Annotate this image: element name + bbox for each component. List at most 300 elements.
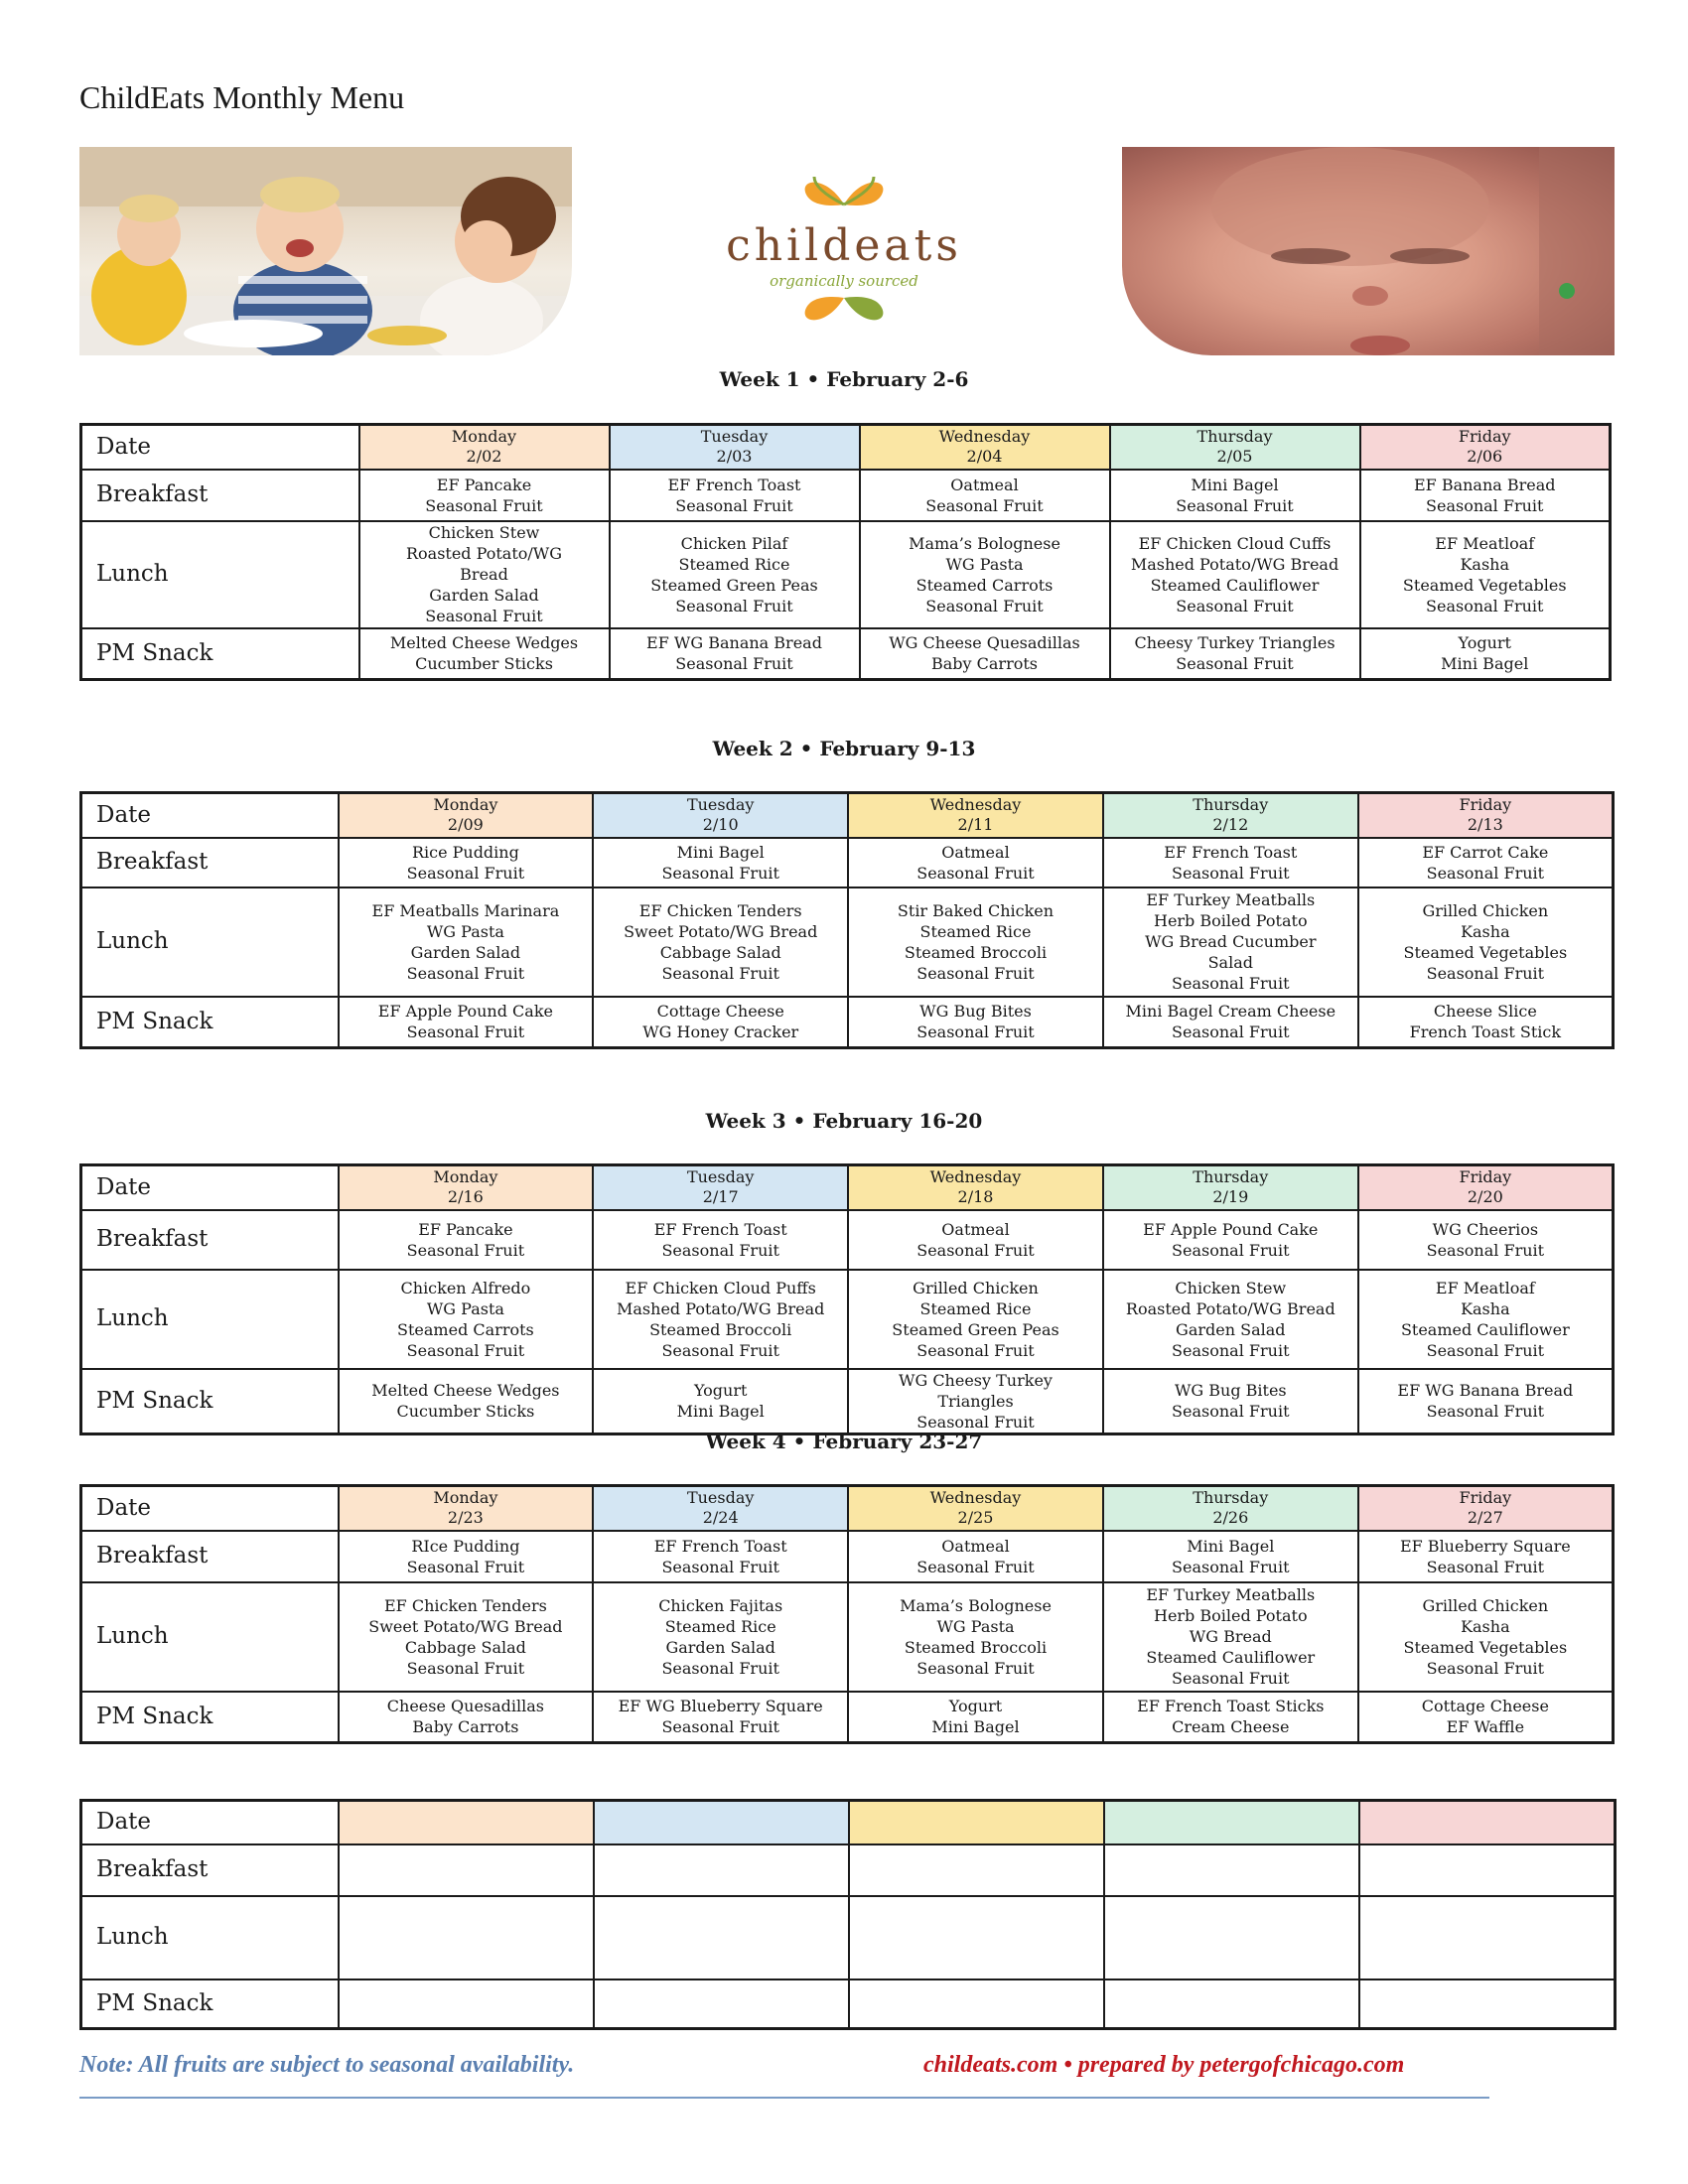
week-3-heading: Week 3 • February 16-20 bbox=[705, 1109, 983, 1133]
menu-item: Oatmeal bbox=[941, 842, 1010, 862]
lunch-cell-tuesday bbox=[593, 1582, 848, 1692]
menu-item: Steamed Carrots bbox=[397, 1319, 534, 1339]
menu-item: Steamed Green Peas bbox=[892, 1319, 1059, 1339]
blank-cell bbox=[849, 1896, 1104, 1979]
day-date: 2/27 bbox=[1467, 1508, 1503, 1528]
day-date: 2/19 bbox=[1212, 1187, 1249, 1207]
day-date: 2/05 bbox=[1216, 447, 1253, 467]
menu-item: Triangles bbox=[937, 1391, 1014, 1411]
menu-item: EF Meatballs Marinara bbox=[371, 900, 560, 920]
blank-cell bbox=[1104, 1844, 1359, 1896]
menu-item: EF Waffle bbox=[1446, 1717, 1525, 1737]
menu-item: Chicken Stew bbox=[428, 523, 540, 542]
pm-snack-cell-wednesday bbox=[848, 997, 1103, 1048]
menu-item: Seasonal Fruit bbox=[916, 1658, 1035, 1678]
menu-item: Melted Cheese Wedges bbox=[389, 633, 579, 653]
lunch-cell-monday bbox=[339, 1582, 594, 1692]
menu-item: Steamed Broccoli bbox=[904, 1637, 1048, 1657]
menu-item: Cucumber Sticks bbox=[415, 654, 553, 674]
menu-item: EF WG Banana Bread bbox=[1397, 1381, 1574, 1400]
day-date: 2/26 bbox=[1212, 1508, 1249, 1528]
breakfast-cell-friday bbox=[1360, 470, 1611, 521]
menu-item: Steamed Vegetables bbox=[1403, 942, 1568, 962]
child-closeup-photo bbox=[1122, 147, 1615, 355]
day-name: Tuesday bbox=[686, 795, 755, 815]
week-2-menu-table bbox=[79, 791, 1615, 1049]
menu-item: EF French Toast bbox=[653, 1536, 787, 1556]
menu-item: RIce Pudding bbox=[411, 1536, 520, 1556]
menu-item: Seasonal Fruit bbox=[661, 1557, 779, 1576]
menu-item: Steamed Rice bbox=[664, 1616, 776, 1636]
menu-item: Seasonal Fruit bbox=[1172, 1669, 1290, 1688]
menu-item: Seasonal Fruit bbox=[1172, 1557, 1290, 1576]
breakfast-cell-tuesday bbox=[593, 1210, 848, 1270]
pm-snack-cell-monday bbox=[339, 1692, 594, 1743]
day-header-wednesday bbox=[848, 793, 1103, 838]
menu-item: Seasonal Fruit bbox=[1426, 863, 1545, 883]
row-label-breakfast: Breakfast bbox=[81, 470, 359, 521]
blank-monday-date bbox=[339, 1801, 594, 1844]
menu-item: Seasonal Fruit bbox=[661, 1658, 779, 1678]
menu-item: Oatmeal bbox=[941, 1219, 1010, 1239]
menu-item: Seasonal Fruit bbox=[1426, 1340, 1545, 1360]
menu-item: Steamed Broccoli bbox=[904, 942, 1048, 962]
menu-item: Steamed Vegetables bbox=[1403, 1637, 1568, 1657]
menu-item: Seasonal Fruit bbox=[925, 596, 1044, 615]
lunch-cell-tuesday bbox=[610, 521, 860, 628]
menu-item: EF French Toast bbox=[1164, 842, 1298, 862]
menu-item: EF French Toast Sticks bbox=[1137, 1697, 1325, 1716]
menu-item: Seasonal Fruit bbox=[406, 1023, 525, 1042]
day-date: 2/17 bbox=[702, 1187, 739, 1207]
day-date: 2/11 bbox=[957, 815, 994, 835]
day-header-friday bbox=[1358, 1486, 1614, 1531]
menu-item: EF Chicken Cloud Puffs bbox=[625, 1278, 816, 1297]
menu-item: Seasonal Fruit bbox=[661, 1240, 779, 1260]
menu-item: Salad bbox=[1207, 953, 1253, 972]
menu-item: Seasonal Fruit bbox=[916, 1340, 1035, 1360]
menu-item: Seasonal Fruit bbox=[406, 1557, 525, 1576]
menu-item: Seasonal Fruit bbox=[1172, 863, 1290, 883]
menu-item: Seasonal Fruit bbox=[406, 963, 525, 983]
menu-item: Steamed Cauliflower bbox=[1146, 1648, 1316, 1667]
row-label-pm-snack: PM Snack bbox=[81, 1369, 339, 1434]
lunch-cell-friday bbox=[1358, 1270, 1614, 1369]
menu-item: Mini Bagel bbox=[1441, 654, 1529, 674]
row-label-pm-snack: PM Snack bbox=[81, 628, 359, 680]
breakfast-cell-thursday bbox=[1103, 838, 1358, 887]
menu-item: WG Cheesy Turkey bbox=[899, 1370, 1053, 1390]
pm-snack-cell-wednesday bbox=[860, 628, 1110, 680]
day-name: Wednesday bbox=[929, 1488, 1022, 1508]
day-name: Wednesday bbox=[938, 427, 1031, 447]
menu-item: Seasonal Fruit bbox=[1426, 1557, 1545, 1576]
day-date: 2/25 bbox=[957, 1508, 994, 1528]
day-date: 2/06 bbox=[1467, 447, 1503, 467]
menu-item: EF French Toast bbox=[667, 475, 801, 494]
menu-item: EF WG Banana Bread bbox=[646, 633, 822, 653]
day-date: 2/02 bbox=[466, 447, 502, 467]
menu-item: WG Pasta bbox=[945, 554, 1024, 574]
day-header-monday bbox=[339, 1165, 594, 1210]
row-label-lunch: Lunch bbox=[81, 1582, 339, 1692]
row-label-breakfast: Breakfast bbox=[81, 1844, 339, 1896]
breakfast-cell-wednesday bbox=[848, 838, 1103, 887]
menu-item: Seasonal Fruit bbox=[1172, 1240, 1290, 1260]
day-name: Thursday bbox=[1193, 1167, 1269, 1187]
menu-item: Sweet Potato/WG Bread bbox=[368, 1616, 563, 1636]
menu-item: EF Chicken Cloud Cuffs bbox=[1138, 533, 1332, 553]
row-label-breakfast: Breakfast bbox=[81, 838, 339, 887]
lunch-cell-friday bbox=[1358, 887, 1614, 997]
menu-item: Seasonal Fruit bbox=[1426, 1402, 1545, 1421]
menu-item: Mashed Potato/WG Bread bbox=[617, 1298, 825, 1318]
menu-item: Oatmeal bbox=[950, 475, 1019, 494]
menu-item: EF Apple Pound Cake bbox=[1143, 1219, 1319, 1239]
day-name: Tuesday bbox=[686, 1167, 755, 1187]
day-header-friday bbox=[1358, 793, 1614, 838]
menu-item: Garden Salad bbox=[1176, 1319, 1286, 1339]
day-name: Wednesday bbox=[929, 1167, 1022, 1187]
menu-item: WG Pasta bbox=[426, 921, 504, 941]
menu-item: Kasha bbox=[1461, 1616, 1510, 1636]
blank-cell bbox=[339, 1979, 594, 2029]
day-header-wednesday bbox=[848, 1165, 1103, 1210]
pm-snack-cell-thursday bbox=[1110, 628, 1360, 680]
menu-item: Steamed Carrots bbox=[915, 575, 1054, 595]
day-date: 2/10 bbox=[702, 815, 739, 835]
day-header-tuesday bbox=[593, 1165, 848, 1210]
menu-item: Cottage Cheese bbox=[1421, 1697, 1549, 1716]
blank-cell bbox=[339, 1896, 594, 1979]
menu-item: Seasonal Fruit bbox=[406, 1658, 525, 1678]
day-name: Wednesday bbox=[929, 795, 1022, 815]
menu-item: Seasonal Fruit bbox=[916, 1557, 1035, 1576]
day-date: 2/24 bbox=[702, 1508, 739, 1528]
day-header-wednesday bbox=[848, 1486, 1103, 1531]
menu-item: Grilled Chicken bbox=[1422, 1595, 1549, 1615]
menu-item: Sweet Potato/WG Bread bbox=[624, 921, 818, 941]
day-header-monday bbox=[359, 425, 610, 470]
menu-item: Melted Cheese Wedges bbox=[371, 1381, 560, 1400]
menu-item: Chicken Pilaf bbox=[680, 533, 788, 553]
children-eating-illustration bbox=[79, 147, 572, 355]
blank-cell bbox=[1359, 1896, 1615, 1979]
menu-item: Cheesy Turkey Triangles bbox=[1134, 633, 1336, 653]
menu-item: Stir Baked Chicken bbox=[897, 900, 1055, 920]
day-header-thursday bbox=[1103, 1486, 1358, 1531]
menu-item: EF Turkey Meatballs bbox=[1146, 1585, 1316, 1604]
pm-snack-cell-tuesday bbox=[593, 997, 848, 1048]
menu-item: Seasonal Fruit bbox=[1426, 596, 1544, 615]
day-header-tuesday bbox=[593, 1486, 848, 1531]
pm-snack-cell-friday bbox=[1360, 628, 1611, 680]
lunch-cell-wednesday bbox=[848, 1582, 1103, 1692]
row-label-date: Date bbox=[81, 1801, 339, 1844]
day-header-thursday bbox=[1103, 793, 1358, 838]
blank-friday-date bbox=[1359, 1801, 1615, 1844]
lunch-cell-wednesday bbox=[848, 1270, 1103, 1369]
menu-item: Herb Boiled Potato bbox=[1153, 911, 1308, 930]
row-label-pm-snack: PM Snack bbox=[81, 1979, 339, 2029]
logo-tagline: organically sourced bbox=[770, 272, 918, 290]
day-name: Thursday bbox=[1193, 1488, 1269, 1508]
breakfast-cell-monday bbox=[339, 1531, 594, 1582]
pm-snack-cell-tuesday bbox=[593, 1692, 848, 1743]
lunch-cell-tuesday bbox=[593, 887, 848, 997]
row-label-lunch: Lunch bbox=[81, 887, 339, 997]
lunch-cell-thursday bbox=[1110, 521, 1360, 628]
menu-item: Chicken Alfredo bbox=[400, 1278, 531, 1297]
menu-item: Seasonal Fruit bbox=[1172, 1023, 1290, 1042]
menu-item: Seasonal Fruit bbox=[1172, 1340, 1290, 1360]
menu-item: Mini Bagel bbox=[1191, 475, 1279, 494]
day-date: 2/12 bbox=[1212, 815, 1249, 835]
week-2-heading: Week 2 • February 9-13 bbox=[712, 737, 976, 760]
blank-cell bbox=[849, 1979, 1104, 2029]
pm-snack-cell-tuesday bbox=[593, 1369, 848, 1434]
menu-item: Mini Bagel bbox=[1187, 1536, 1275, 1556]
child-closeup-illustration bbox=[1122, 147, 1615, 355]
day-date: 2/16 bbox=[447, 1187, 484, 1207]
day-name: Friday bbox=[1458, 427, 1511, 447]
menu-item: EF Pancake bbox=[418, 1219, 513, 1239]
menu-item: WG Bug Bites bbox=[1174, 1381, 1287, 1400]
menu-item: Seasonal Fruit bbox=[406, 1340, 525, 1360]
menu-item: Seasonal Fruit bbox=[916, 863, 1035, 883]
row-label-date: Date bbox=[81, 793, 339, 838]
lunch-cell-friday bbox=[1360, 521, 1611, 628]
day-name: Monday bbox=[433, 795, 498, 815]
row-label-date: Date bbox=[81, 425, 359, 470]
menu-item: Herb Boiled Potato bbox=[1153, 1606, 1308, 1625]
lunch-cell-wednesday bbox=[860, 521, 1110, 628]
menu-item: EF Apple Pound Cake bbox=[377, 1002, 553, 1022]
menu-item: Kasha bbox=[1460, 554, 1510, 574]
blank-cell bbox=[594, 1844, 849, 1896]
lunch-cell-friday bbox=[1358, 1582, 1614, 1692]
day-name: Thursday bbox=[1196, 427, 1273, 447]
menu-item: Seasonal Fruit bbox=[675, 495, 793, 515]
menu-item: Steamed Rice bbox=[678, 554, 790, 574]
blank-thursday-date bbox=[1104, 1801, 1359, 1844]
breakfast-cell-thursday bbox=[1103, 1531, 1358, 1582]
lunch-cell-thursday bbox=[1103, 887, 1358, 997]
breakfast-cell-thursday bbox=[1110, 470, 1360, 521]
menu-item: Chicken Stew bbox=[1175, 1278, 1287, 1297]
row-label-breakfast: Breakfast bbox=[81, 1531, 339, 1582]
menu-item: Seasonal Fruit bbox=[916, 1412, 1035, 1432]
menu-item: WG Bug Bites bbox=[919, 1002, 1032, 1022]
menu-item: WG Bread bbox=[1189, 1627, 1272, 1646]
day-header-thursday bbox=[1103, 1165, 1358, 1210]
day-header-friday bbox=[1360, 425, 1611, 470]
footer-site-link[interactable]: childeats.com • prepared by petergofchicago.com bbox=[923, 2052, 1405, 2078]
menu-item: Rice Pudding bbox=[411, 842, 519, 862]
breakfast-cell-wednesday bbox=[848, 1531, 1103, 1582]
breakfast-cell-tuesday bbox=[593, 838, 848, 887]
menu-item: EF Blueberry Square bbox=[1399, 1536, 1571, 1556]
menu-item: Steamed Cauliflower bbox=[1400, 1319, 1570, 1339]
logo-wordmark: childeats bbox=[726, 220, 962, 271]
breakfast-cell-friday bbox=[1358, 838, 1614, 887]
menu-item: WG Pasta bbox=[426, 1298, 504, 1318]
blank-wednesday-date bbox=[849, 1801, 1104, 1844]
document-title: ChildEats Monthly Menu bbox=[79, 79, 405, 115]
menu-item: Mashed Potato/WG Bread bbox=[1130, 554, 1339, 574]
day-name: Monday bbox=[433, 1167, 498, 1187]
breakfast-cell-monday bbox=[339, 1210, 594, 1270]
menu-item: Garden Salad bbox=[429, 586, 539, 605]
menu-item: EF Meatloaf bbox=[1435, 533, 1535, 553]
menu-item: Cheese Quesadillas bbox=[386, 1697, 545, 1716]
row-label-lunch: Lunch bbox=[81, 1270, 339, 1369]
menu-item: Seasonal Fruit bbox=[916, 963, 1035, 983]
menu-item: Seasonal Fruit bbox=[675, 654, 793, 674]
menu-item: Steamed Green Peas bbox=[650, 575, 818, 595]
pm-snack-cell-thursday bbox=[1103, 997, 1358, 1048]
menu-item: Steamed Broccoli bbox=[649, 1319, 792, 1339]
menu-item: Seasonal Fruit bbox=[1426, 495, 1544, 515]
menu-item: EF WG Blueberry Square bbox=[618, 1697, 823, 1716]
footer-divider bbox=[79, 2097, 1489, 2099]
row-label-pm-snack: PM Snack bbox=[81, 997, 339, 1048]
menu-item: EF Chicken Tenders bbox=[383, 1595, 547, 1615]
menu-item: WG Cheese Quesadillas bbox=[889, 633, 1080, 653]
menu-item: Roasted Potato/WG Bread bbox=[1125, 1298, 1336, 1318]
lunch-cell-thursday bbox=[1103, 1582, 1358, 1692]
menu-item: Mini Bagel bbox=[931, 1717, 1020, 1737]
menu-item: Cream Cheese bbox=[1172, 1717, 1290, 1737]
day-header-monday bbox=[339, 1486, 594, 1531]
day-header-tuesday bbox=[610, 425, 860, 470]
day-name: Thursday bbox=[1193, 795, 1269, 815]
menu-item: Seasonal Fruit bbox=[406, 863, 525, 883]
menu-item: EF Chicken Tenders bbox=[638, 900, 802, 920]
menu-item: Mini Bagel Cream Cheese bbox=[1125, 1002, 1336, 1022]
menu-item: Seasonal Fruit bbox=[1172, 974, 1290, 993]
week-1-menu-table bbox=[79, 423, 1612, 681]
menu-item: Seasonal Fruit bbox=[406, 1240, 525, 1260]
menu-item: Garden Salad bbox=[665, 1637, 775, 1657]
lunch-cell-thursday bbox=[1103, 1270, 1358, 1369]
day-header-tuesday bbox=[593, 793, 848, 838]
menu-item: Steamed Vegetables bbox=[1402, 575, 1567, 595]
week-3-menu-table bbox=[79, 1163, 1615, 1435]
breakfast-cell-tuesday bbox=[593, 1531, 848, 1582]
menu-item: Steamed Cauliflower bbox=[1150, 575, 1320, 595]
menu-item: Garden Salad bbox=[410, 942, 521, 962]
menu-item: Kasha bbox=[1461, 921, 1510, 941]
menu-item: Seasonal Fruit bbox=[925, 495, 1044, 515]
menu-item: Cabbage Salad bbox=[659, 942, 781, 962]
menu-item: WG Bread Cucumber bbox=[1145, 932, 1317, 951]
menu-item: Seasonal Fruit bbox=[1176, 654, 1294, 674]
menu-item: Seasonal Fruit bbox=[1172, 1402, 1290, 1421]
day-name: Tuesday bbox=[700, 427, 769, 447]
menu-item: French Toast Stick bbox=[1409, 1023, 1562, 1042]
breakfast-cell-monday bbox=[359, 470, 610, 521]
row-label-lunch: Lunch bbox=[81, 521, 359, 628]
menu-item: Oatmeal bbox=[941, 1536, 1010, 1556]
menu-item: Mini Bagel bbox=[676, 842, 765, 862]
day-date: 2/20 bbox=[1467, 1187, 1503, 1207]
day-name: Friday bbox=[1459, 1488, 1512, 1508]
blank-menu-table bbox=[79, 1799, 1617, 2030]
pm-snack-cell-wednesday bbox=[848, 1369, 1103, 1434]
blank-tuesday-date bbox=[594, 1801, 849, 1844]
lunch-cell-monday bbox=[339, 1270, 594, 1369]
blank-cell bbox=[849, 1844, 1104, 1896]
day-name: Friday bbox=[1459, 795, 1512, 815]
menu-item: Yogurt bbox=[1458, 633, 1511, 653]
menu-item: Yogurt bbox=[948, 1697, 1003, 1716]
breakfast-cell-friday bbox=[1358, 1531, 1614, 1582]
blank-cell bbox=[339, 1844, 594, 1896]
menu-item: WG Honey Cracker bbox=[642, 1023, 799, 1042]
menu-item: Seasonal Fruit bbox=[661, 1717, 779, 1737]
menu-item: EF Meatloaf bbox=[1435, 1278, 1535, 1297]
breakfast-cell-wednesday bbox=[848, 1210, 1103, 1270]
menu-item: Mama’s Bolognese bbox=[900, 1595, 1052, 1615]
lunch-cell-monday bbox=[359, 521, 610, 628]
day-header-friday bbox=[1358, 1165, 1614, 1210]
pm-snack-cell-monday bbox=[339, 1369, 594, 1434]
menu-item: Seasonal Fruit bbox=[675, 596, 793, 615]
menu-item: EF Banana Bread bbox=[1413, 475, 1556, 494]
menu-item: WG Cheerios bbox=[1432, 1219, 1539, 1239]
footer-note: Note: All fruits are subject to seasonal availability. bbox=[79, 2052, 575, 2078]
children-eating-photo bbox=[79, 147, 572, 355]
week-4-menu-table bbox=[79, 1484, 1615, 1744]
day-date: 2/18 bbox=[957, 1187, 994, 1207]
pm-snack-cell-thursday bbox=[1103, 1692, 1358, 1743]
blank-cell bbox=[594, 1896, 849, 1979]
week-4-heading: Week 4 • February 23-27 bbox=[705, 1430, 983, 1453]
blank-cell bbox=[1359, 1844, 1615, 1896]
menu-item: Cheese Slice bbox=[1433, 1002, 1537, 1022]
menu-item: Grilled Chicken bbox=[913, 1278, 1039, 1297]
menu-item: EF Turkey Meatballs bbox=[1146, 890, 1316, 909]
childeats-logo bbox=[695, 147, 993, 355]
menu-item: Seasonal Fruit bbox=[916, 1240, 1035, 1260]
menu-item: Cabbage Salad bbox=[404, 1637, 526, 1657]
day-name: Friday bbox=[1459, 1167, 1512, 1187]
menu-item: Kasha bbox=[1461, 1298, 1510, 1318]
blank-cell bbox=[594, 1979, 849, 2029]
menu-item: Grilled Chicken bbox=[1422, 900, 1549, 920]
menu-item: EF French Toast bbox=[653, 1219, 787, 1239]
menu-item: EF Pancake bbox=[436, 475, 532, 494]
menu-item: Seasonal Fruit bbox=[1426, 963, 1545, 983]
menu-item: Seasonal Fruit bbox=[916, 1023, 1035, 1042]
menu-item: Chicken Fajitas bbox=[658, 1595, 783, 1615]
day-header-thursday bbox=[1110, 425, 1360, 470]
lunch-cell-tuesday bbox=[593, 1270, 848, 1369]
row-label-pm-snack: PM Snack bbox=[81, 1692, 339, 1743]
row-label-lunch: Lunch bbox=[81, 1896, 339, 1979]
breakfast-cell-monday bbox=[339, 838, 594, 887]
blank-cell bbox=[1104, 1979, 1359, 2029]
day-name: Monday bbox=[433, 1488, 498, 1508]
pm-snack-cell-monday bbox=[339, 997, 594, 1048]
pm-snack-cell-wednesday bbox=[848, 1692, 1103, 1743]
menu-item: Bread bbox=[460, 565, 508, 584]
day-date: 2/03 bbox=[716, 447, 753, 467]
menu-item: Baby Carrots bbox=[930, 654, 1038, 674]
menu-item: WG Pasta bbox=[936, 1616, 1015, 1636]
day-header-monday bbox=[339, 793, 594, 838]
